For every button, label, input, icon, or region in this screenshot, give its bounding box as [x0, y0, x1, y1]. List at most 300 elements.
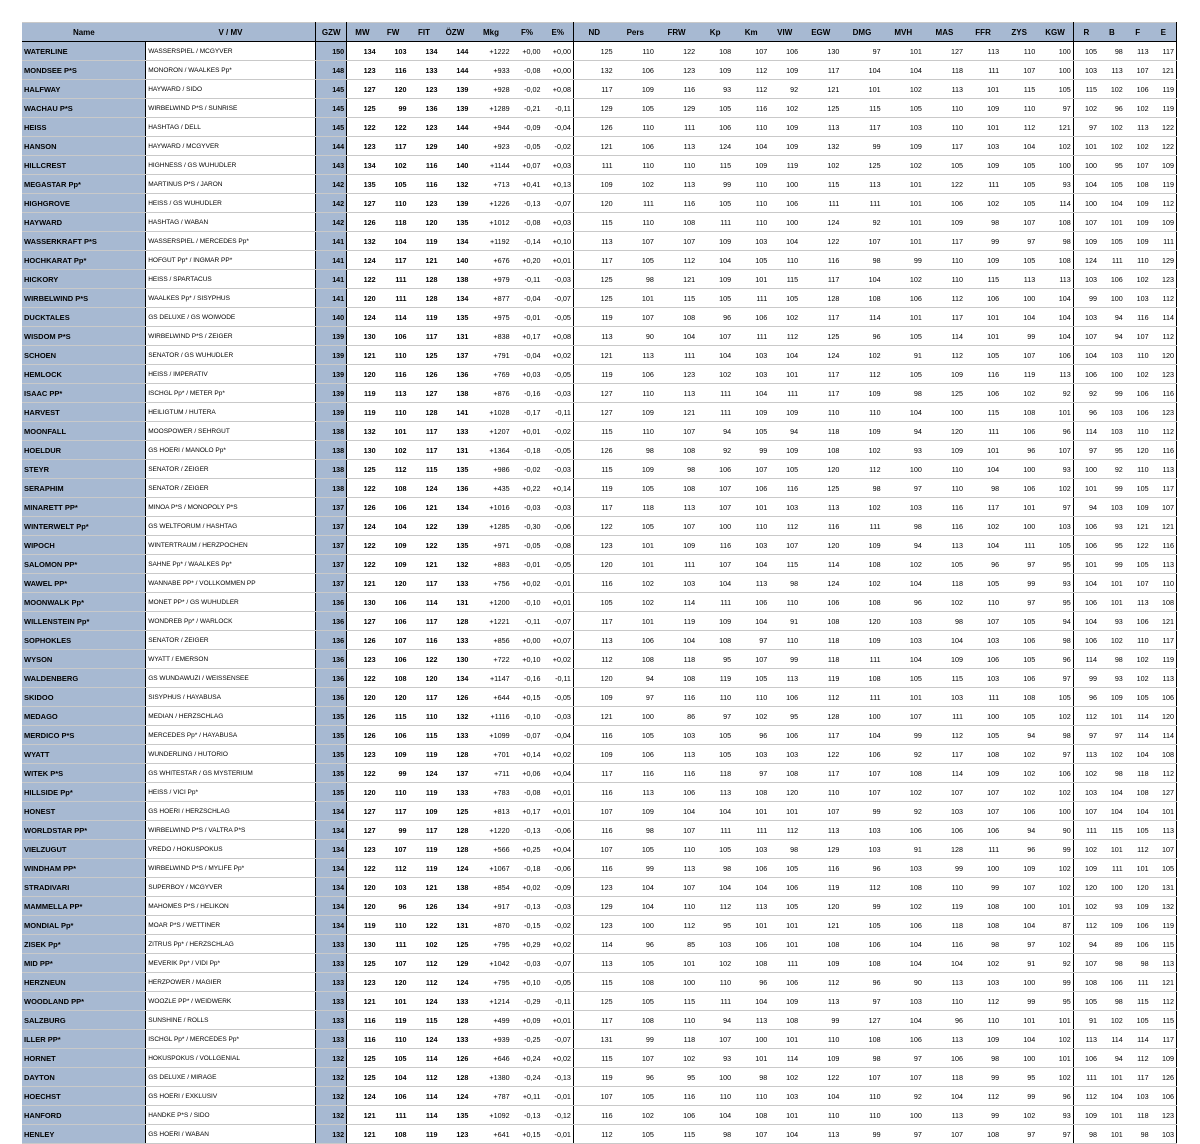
value-cell: 94	[615, 669, 656, 688]
value-cell: +701	[470, 745, 511, 764]
value-cell: 127	[841, 1011, 882, 1030]
value-cell: 112	[924, 289, 965, 308]
value-cell: 136	[439, 479, 470, 498]
value-cell: 129	[656, 99, 697, 118]
value-cell: 102	[841, 574, 882, 593]
value-cell: 112	[409, 954, 440, 973]
value-cell: +0,04	[543, 840, 574, 859]
value-cell: -0,07	[543, 289, 574, 308]
sire-line-cell: SENATOR / ZEIGER	[146, 460, 316, 479]
value-cell: 108	[378, 669, 409, 688]
value-cell: +1200	[470, 593, 511, 612]
value-cell: 100	[1073, 194, 1099, 213]
value-cell: 105	[1037, 536, 1073, 555]
value-cell: 114	[409, 1049, 440, 1068]
value-cell: 113	[656, 498, 697, 517]
bull-name-cell: HONEST	[22, 802, 146, 821]
value-cell: 100	[1037, 156, 1073, 175]
value-cell: 111	[1125, 973, 1151, 992]
value-cell: 116	[1125, 308, 1151, 327]
value-cell: 103	[1125, 289, 1151, 308]
value-cell: 117	[800, 270, 841, 289]
bull-name-cell: HILLCREST	[22, 156, 146, 175]
value-cell: 96	[733, 726, 769, 745]
value-cell: 95	[1099, 536, 1125, 555]
value-cell: 136	[409, 99, 440, 118]
value-cell: -0,03	[543, 498, 574, 517]
value-cell: 106	[800, 593, 841, 612]
value-cell: 105	[965, 574, 1001, 593]
value-cell: 104	[924, 1087, 965, 1106]
value-cell: 102	[615, 175, 656, 194]
value-cell: +1220	[470, 821, 511, 840]
value-cell: 110	[615, 213, 656, 232]
value-cell: 123	[347, 650, 378, 669]
value-cell: 93	[1037, 1106, 1073, 1125]
value-cell: 120	[1151, 346, 1177, 365]
value-cell: 115	[841, 99, 882, 118]
value-cell: 104	[1099, 194, 1125, 213]
value-cell: 102	[1001, 745, 1037, 764]
sire-line-cell: WIRBELWIND P*S / VALTRA P*S	[146, 821, 316, 840]
value-cell: 96	[841, 859, 882, 878]
value-cell: +1289	[470, 99, 511, 118]
value-cell: 101	[883, 175, 924, 194]
value-cell: +1207	[470, 422, 511, 441]
value-cell: 135	[439, 308, 470, 327]
value-cell: 112	[733, 61, 769, 80]
value-cell: 98	[841, 251, 882, 270]
value-cell: 112	[1125, 1049, 1151, 1068]
value-cell: 105	[1099, 232, 1125, 251]
value-cell: 92	[883, 802, 924, 821]
value-cell: 111	[656, 118, 697, 137]
bull-name-cell: WACHAU P*S	[22, 99, 146, 118]
value-cell: 110	[733, 213, 769, 232]
value-cell: 113	[1073, 745, 1099, 764]
column-header: GZW	[316, 23, 347, 42]
value-cell: +0,02	[543, 1049, 574, 1068]
bull-name-cell: WILLENSTEIN Pp*	[22, 612, 146, 631]
value-cell: 117	[800, 764, 841, 783]
value-cell: 108	[965, 745, 1001, 764]
value-cell: 134	[347, 156, 378, 175]
value-cell: 112	[1151, 764, 1177, 783]
value-cell: 139	[316, 403, 347, 422]
value-cell: 105	[615, 517, 656, 536]
value-cell: 103	[883, 612, 924, 631]
value-cell: 106	[883, 916, 924, 935]
value-cell: 100	[1099, 289, 1125, 308]
value-cell: 108	[697, 42, 733, 61]
value-cell: -0,06	[543, 859, 574, 878]
value-cell: 116	[409, 175, 440, 194]
value-cell: 104	[656, 802, 697, 821]
value-cell: 126	[409, 897, 440, 916]
value-cell: 105	[1001, 707, 1037, 726]
value-cell: 111	[965, 61, 1001, 80]
value-cell: 116	[573, 821, 614, 840]
value-cell: 99	[924, 859, 965, 878]
value-cell: +0,01	[543, 1011, 574, 1030]
value-cell: 138	[439, 384, 470, 403]
value-cell: 104	[883, 954, 924, 973]
value-cell: 119	[697, 669, 733, 688]
value-cell: +676	[470, 251, 511, 270]
value-cell: 125	[800, 479, 841, 498]
value-cell: 101	[615, 289, 656, 308]
bull-name-cell: DAYTON	[22, 1068, 146, 1087]
table-row	[22, 346, 1177, 365]
value-cell: 104	[841, 726, 882, 745]
value-cell: 109	[1151, 213, 1177, 232]
value-cell: 129	[409, 137, 440, 156]
value-cell: 116	[409, 156, 440, 175]
value-cell: 92	[1037, 384, 1073, 403]
value-cell: +795	[470, 973, 511, 992]
value-cell: 113	[1073, 1030, 1099, 1049]
sire-line-cell: WIRBELWIND P*S / ZEIGER	[146, 327, 316, 346]
value-cell: 119	[1151, 99, 1177, 118]
value-cell: 125	[800, 99, 841, 118]
value-cell: 99	[965, 1068, 1001, 1087]
value-cell: 120	[347, 289, 378, 308]
value-cell: 106	[965, 384, 1001, 403]
value-cell: 103	[697, 935, 733, 954]
value-cell: 105	[615, 954, 656, 973]
value-cell: 93	[1099, 517, 1125, 536]
value-cell: 109	[1125, 498, 1151, 517]
value-cell: 110	[615, 42, 656, 61]
value-cell: -0,30	[512, 517, 543, 536]
value-cell: 117	[1151, 479, 1177, 498]
value-cell: 101	[883, 42, 924, 61]
value-cell: 109	[924, 650, 965, 669]
value-cell: 102	[1099, 745, 1125, 764]
value-cell: 118	[615, 498, 656, 517]
value-cell: 106	[924, 194, 965, 213]
value-cell: 105	[883, 327, 924, 346]
value-cell: 121	[1151, 612, 1177, 631]
bull-name-cell: HALFWAY	[22, 80, 146, 99]
value-cell: 114	[1151, 726, 1177, 745]
column-header: Mkg	[470, 23, 511, 42]
value-cell: 115	[573, 460, 614, 479]
value-cell: 104	[769, 1125, 800, 1144]
value-cell: 107	[800, 802, 841, 821]
value-cell: 106	[378, 593, 409, 612]
value-cell: 110	[378, 783, 409, 802]
value-cell: 134	[316, 916, 347, 935]
value-cell: 98	[924, 612, 965, 631]
value-cell: 102	[1037, 935, 1073, 954]
bull-name-cell: ZISEK Pp*	[22, 935, 146, 954]
value-cell: -0,02	[543, 422, 574, 441]
value-cell: 106	[1073, 536, 1099, 555]
value-cell: 127	[924, 42, 965, 61]
value-cell: 102	[1125, 365, 1151, 384]
value-cell: 104	[1001, 308, 1037, 327]
value-cell: 117	[409, 612, 440, 631]
value-cell: 112	[841, 460, 882, 479]
table-row	[22, 80, 1177, 99]
value-cell: 104	[841, 270, 882, 289]
value-cell: 103	[1125, 1087, 1151, 1106]
value-cell: 132	[439, 175, 470, 194]
value-cell: 145	[316, 80, 347, 99]
value-cell: 128	[439, 821, 470, 840]
value-cell: 126	[439, 688, 470, 707]
column-header: Pers	[615, 23, 656, 42]
value-cell: 125	[573, 270, 614, 289]
value-cell: 111	[615, 194, 656, 213]
value-cell: 124	[347, 251, 378, 270]
value-cell: +711	[470, 764, 511, 783]
value-cell: 110	[733, 175, 769, 194]
value-cell: 125	[409, 346, 440, 365]
value-cell: 95	[1099, 441, 1125, 460]
value-cell: 116	[656, 764, 697, 783]
value-cell: +646	[470, 1049, 511, 1068]
value-cell: 111	[769, 954, 800, 973]
value-cell: 96	[615, 1068, 656, 1087]
value-cell: 109	[1125, 897, 1151, 916]
table-row	[22, 61, 1177, 80]
value-cell: 94	[1073, 935, 1099, 954]
value-cell: +0,17	[512, 802, 543, 821]
value-cell: 122	[347, 536, 378, 555]
bull-name-cell: SERAPHIM	[22, 479, 146, 498]
value-cell: 102	[1099, 1011, 1125, 1030]
value-cell: 122	[347, 270, 378, 289]
value-cell: 120	[769, 783, 800, 802]
value-cell: 102	[965, 517, 1001, 536]
value-cell: 134	[439, 669, 470, 688]
value-cell: 119	[347, 916, 378, 935]
value-cell: 97	[841, 42, 882, 61]
bull-name-cell: WYATT	[22, 745, 146, 764]
value-cell: 126	[573, 441, 614, 460]
value-cell: 115	[697, 156, 733, 175]
value-cell: 98	[769, 840, 800, 859]
value-cell: 121	[1151, 61, 1177, 80]
value-cell: 101	[1099, 213, 1125, 232]
value-cell: 107	[1073, 327, 1099, 346]
value-cell: +0,04	[543, 764, 574, 783]
value-cell: 106	[615, 745, 656, 764]
value-cell: 92	[883, 1087, 924, 1106]
value-cell: 102	[965, 954, 1001, 973]
value-cell: 133	[316, 992, 347, 1011]
value-cell: 122	[656, 42, 697, 61]
value-cell: 104	[1037, 308, 1073, 327]
value-cell: 100	[1001, 517, 1037, 536]
value-cell: 97	[733, 764, 769, 783]
value-cell: +1285	[470, 517, 511, 536]
value-cell: 107	[841, 764, 882, 783]
value-cell: +783	[470, 783, 511, 802]
value-cell: 118	[1125, 1106, 1151, 1125]
value-cell: 106	[1073, 365, 1099, 384]
value-cell: 102	[883, 897, 924, 916]
value-cell: -0,06	[543, 517, 574, 536]
value-cell: 108	[733, 1106, 769, 1125]
value-cell: +1012	[470, 213, 511, 232]
sire-line-cell: WOOZLE PP* / WEIDWERK	[146, 992, 316, 1011]
value-cell: 103	[1073, 783, 1099, 802]
value-cell: 104	[924, 954, 965, 973]
value-cell: 107	[1001, 213, 1037, 232]
value-cell: 106	[883, 1030, 924, 1049]
value-cell: 103	[1099, 346, 1125, 365]
value-cell: 123	[347, 745, 378, 764]
value-cell: 119	[409, 859, 440, 878]
value-cell: +923	[470, 137, 511, 156]
value-cell: 110	[769, 631, 800, 650]
value-cell: 112	[924, 726, 965, 745]
value-cell: 106	[378, 612, 409, 631]
bull-name-cell: WOODLAND PP*	[22, 992, 146, 1011]
value-cell: 122	[800, 1068, 841, 1087]
value-cell: 101	[769, 935, 800, 954]
value-cell: 117	[378, 137, 409, 156]
value-cell: 142	[316, 194, 347, 213]
value-cell: 94	[1001, 726, 1037, 745]
value-cell: 99	[965, 1106, 1001, 1125]
value-cell: 107	[697, 327, 733, 346]
value-cell: 109	[409, 802, 440, 821]
value-cell: 106	[1001, 802, 1037, 821]
value-cell: +0,06	[512, 764, 543, 783]
sire-line-cell: HEISS / SPARTACUS	[146, 270, 316, 289]
value-cell: 113	[573, 631, 614, 650]
column-header: Kp	[697, 23, 733, 42]
value-cell: 110	[924, 479, 965, 498]
table-row	[22, 631, 1177, 650]
sire-line-cell: MERCEDES Pp* / HAYABUSA	[146, 726, 316, 745]
table-row	[22, 840, 1177, 859]
value-cell: 133	[316, 973, 347, 992]
value-cell: 99	[1099, 555, 1125, 574]
bull-name-cell: MID PP*	[22, 954, 146, 973]
value-cell: 141	[316, 289, 347, 308]
value-cell: 105	[883, 99, 924, 118]
value-cell: 107	[1125, 327, 1151, 346]
value-cell: 107	[1037, 441, 1073, 460]
value-cell: 124	[347, 308, 378, 327]
value-cell: 124	[1073, 251, 1099, 270]
value-cell: 116	[1151, 384, 1177, 403]
value-cell: 134	[316, 878, 347, 897]
value-cell: 144	[316, 137, 347, 156]
value-cell: 121	[347, 1106, 378, 1125]
value-cell: 104	[965, 536, 1001, 555]
value-cell: 119	[1001, 365, 1037, 384]
value-cell: 121	[1037, 118, 1073, 137]
value-cell: 102	[1037, 479, 1073, 498]
table-row	[22, 213, 1177, 232]
value-cell: 120	[1073, 878, 1099, 897]
table-row	[22, 384, 1177, 403]
value-cell: 99	[378, 99, 409, 118]
value-cell: 126	[347, 498, 378, 517]
value-cell: 91	[883, 840, 924, 859]
value-cell: 106	[615, 61, 656, 80]
column-header: KGW	[1037, 23, 1073, 42]
value-cell: 108	[965, 897, 1001, 916]
table-row	[22, 783, 1177, 802]
value-cell: 100	[1001, 973, 1037, 992]
value-cell: +813	[470, 802, 511, 821]
value-cell: 109	[573, 175, 614, 194]
table-row	[22, 764, 1177, 783]
value-cell: 98	[1125, 1125, 1151, 1144]
value-cell: 98	[841, 1049, 882, 1068]
value-cell: 101	[965, 80, 1001, 99]
value-cell: 98	[1073, 1125, 1099, 1144]
value-cell: 111	[1001, 536, 1037, 555]
column-header: FIT	[409, 23, 440, 42]
value-cell: 113	[1037, 270, 1073, 289]
value-cell: 107	[965, 802, 1001, 821]
value-cell: +0,03	[543, 156, 574, 175]
value-cell: +939	[470, 1030, 511, 1049]
value-cell: 117	[409, 574, 440, 593]
value-cell: 110	[733, 194, 769, 213]
value-cell: 100	[1073, 460, 1099, 479]
value-cell: 107	[656, 878, 697, 897]
value-cell: 133	[316, 954, 347, 973]
value-cell: 103	[883, 631, 924, 650]
value-cell: 117	[1151, 1030, 1177, 1049]
value-cell: 94	[1099, 308, 1125, 327]
value-cell: +0,29	[512, 935, 543, 954]
value-cell: 132	[439, 555, 470, 574]
value-cell: +0,00	[543, 61, 574, 80]
value-cell: 106	[769, 973, 800, 992]
value-cell: 122	[409, 916, 440, 935]
value-cell: +787	[470, 1087, 511, 1106]
value-cell: 95	[1037, 992, 1073, 1011]
bull-name-cell: HAYWARD	[22, 213, 146, 232]
value-cell: 116	[378, 61, 409, 80]
value-cell: 109	[1151, 156, 1177, 175]
value-cell: +0,08	[543, 327, 574, 346]
column-header: VIW	[769, 23, 800, 42]
table-row	[22, 289, 1177, 308]
value-cell: 128	[439, 612, 470, 631]
value-cell: 104	[1001, 137, 1037, 156]
value-cell: 96	[615, 935, 656, 954]
value-cell: -0,03	[512, 498, 543, 517]
value-cell: 128	[800, 707, 841, 726]
value-cell: 136	[439, 365, 470, 384]
value-cell: 125	[573, 42, 614, 61]
value-cell: 116	[800, 517, 841, 536]
value-cell: 115	[924, 669, 965, 688]
value-cell: 128	[800, 289, 841, 308]
value-cell: 105	[1125, 688, 1151, 707]
value-cell: 127	[409, 384, 440, 403]
value-cell: 138	[316, 422, 347, 441]
value-cell: 104	[883, 650, 924, 669]
value-cell: 132	[439, 707, 470, 726]
value-cell: 122	[409, 536, 440, 555]
value-cell: 110	[733, 1087, 769, 1106]
value-cell: 103	[924, 688, 965, 707]
value-cell: 103	[1073, 308, 1099, 327]
value-cell: 120	[1151, 707, 1177, 726]
